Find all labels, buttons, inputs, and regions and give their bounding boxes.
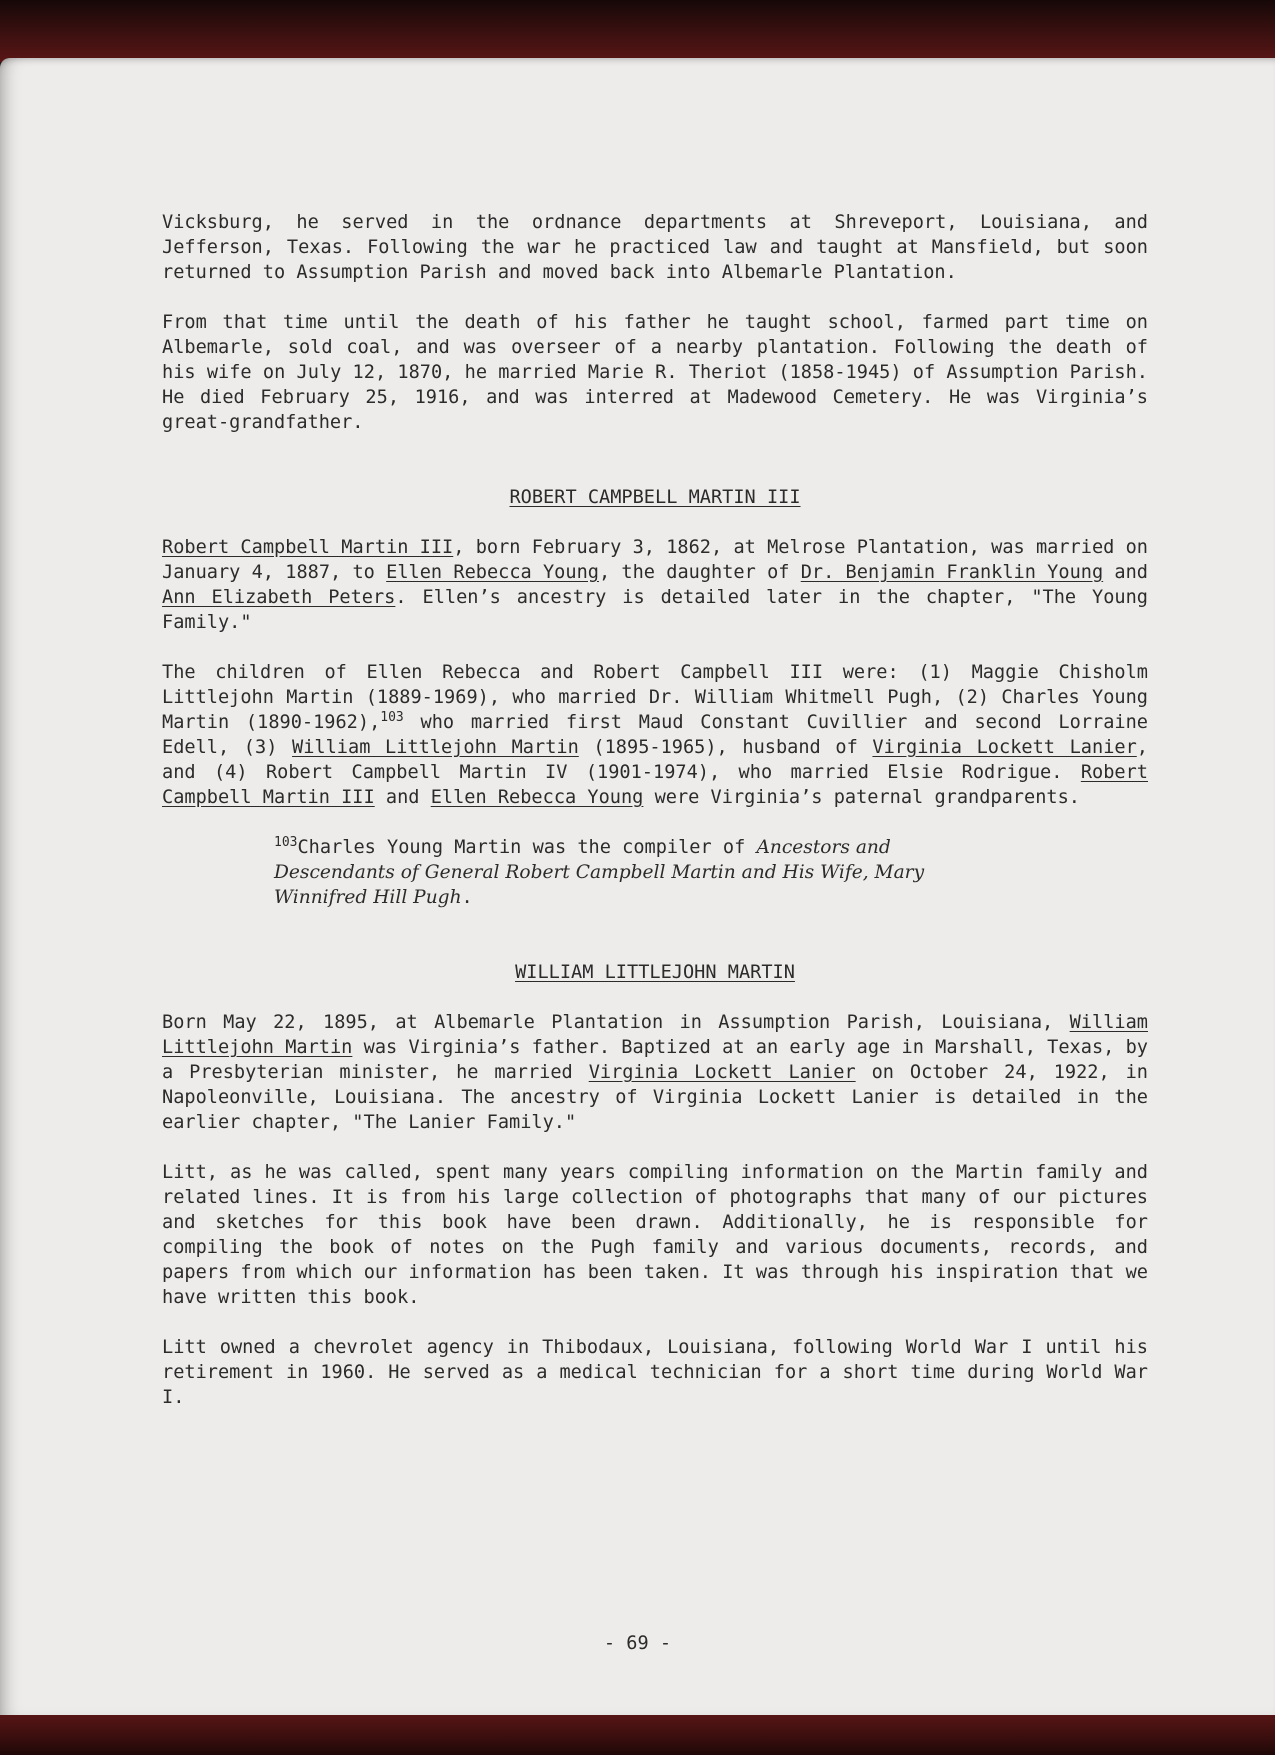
name-robert-campbell-martin-iii: Robert Campbell Martin III: [162, 762, 1148, 808]
paragraph-robert-campbell-martin-iii: [162, 535, 1148, 635]
paragraph-litt-agency: Litt owned a chevrolet agency in Thibodaux, Louisiana, following World War I until his retirement in 1960. He served as a medical technician for a short time during World War I.: [162, 1337, 1148, 1408]
name-robert-campbell-martin-iii: Robert Campbell Martin III: [162, 537, 454, 558]
text-run: on October 24, 1922, in Napoleonville, Louisiana. The ancestry of Virginia Lockett Lanier is detailed in the earlier chapter, "The Lanier Family.": [162, 1062, 1148, 1133]
book-top-edge: [0, 0, 1275, 62]
section-heading-william-littlejohn-martin: WILLIAM LITTLEJOHN MARTIN: [515, 962, 795, 983]
text-run: , the daughter of: [598, 562, 801, 583]
paragraph-william-born: [162, 1010, 1148, 1135]
footnote-103: [274, 835, 994, 910]
book-bottom-edge: [0, 1712, 1275, 1755]
spacer: [162, 935, 1148, 960]
text-run: The children of Ellen Rebecca and Robert Campbell III were: (1) Maggie Chisholm Littlejohn Martin (1889-1969), who married Dr. William Whitmell Pugh, (2) Charles Young Martin (1890-1962),: [162, 662, 1148, 733]
name-ellen-rebecca-young: Ellen Rebecca Young: [430, 787, 644, 808]
text-run: who married first Maud Constant Cuvillier and second Lorraine Edell, (3): [162, 712, 1148, 758]
name-ellen-rebecca-young: Ellen Rebecca Young: [386, 562, 599, 583]
text-run: . Ellen’s ancestry is detailed later in the chapter, "The Young Family.": [162, 587, 1149, 633]
name-virginia-lockett-lanier: Virginia Lockett Lanier: [588, 1062, 856, 1083]
book-title: Ancestors and Descendants of General Robert Campbell Martin and His Wife, Mary Winnifred Hill Pugh: [274, 837, 925, 908]
footnote-marker: 103: [274, 834, 298, 850]
text-run: , and (4) Robert Campbell Martin IV (1901-1974), who married Elsie Rodrigue.: [162, 737, 1148, 783]
text-run: Born May 22, 1895, at Albemarle Plantation in Assumption Parish, Louisiana,: [162, 1012, 1070, 1033]
footnote-reference: 103: [380, 709, 404, 725]
name-benjamin-franklin-young: Dr. Benjamin Franklin Young: [800, 562, 1104, 583]
text-run: and: [374, 787, 431, 808]
page-number: - 69 -: [603, 1633, 672, 1654]
paragraph-albemarle: From that time until the death of his father he taught school, farmed part time on Albemarle, sold coal, and was overseer of a nearby plantation. Following the death of his wife on July 12, 1870, he married Marie R. Theriot (1858-1945) of Assumption Parish. He died February 25, 1916, and was interred at Madewood Cemetery. He was Virginia’s great-grandfather.: [162, 312, 1148, 433]
name-william-littlejohn-martin: William Littlejohn Martin: [292, 737, 579, 758]
spacer: [162, 460, 1148, 485]
name-ann-elizabeth-peters: Ann Elizabeth Peters: [162, 587, 396, 608]
text-run: .: [461, 887, 473, 908]
text-run: was Virginia’s father. Baptized at an early age in Marshall, Texas, by a Presbyterian minister, he married: [162, 1037, 1148, 1083]
text-run: (1895-1965), husband of: [578, 737, 873, 758]
text-run: were Virginia’s paternal grandparents.: [643, 787, 1080, 808]
text-run: , born February 3, 1862, at Melrose Plantation, was married on January 4, 1887, to: [162, 537, 1148, 583]
page-body: [162, 210, 1148, 1435]
name-virginia-lockett-lanier: Virginia Lockett Lanier: [872, 737, 1137, 758]
paragraph-vicksburg: Vicksburg, he served in the ordnance departments at Shreveport, Louisiana, and Jefferson, Texas. Following the war he practiced law and taught at Mansfield, but soon returned to Assumption Parish and moved back into Albemarle Plantation.: [162, 212, 1148, 283]
text-run: and: [1103, 562, 1148, 583]
name-william-littlejohn-martin: William Littlejohn Martin: [162, 1012, 1148, 1058]
section-heading-robert-campbell-martin-iii: ROBERT CAMPBELL MARTIN III: [509, 487, 801, 508]
paragraph-children: [162, 660, 1148, 810]
paragraph-litt-compiling: Litt, as he was called, spent many years compiling information on the Martin family and related lines. It is from his large collection of photographs that many of our pictures and sketches for this book have been drawn. Additionally, he is responsible for compiling the book of notes on the Pugh family and various documents, records, and papers from which our information has been taken. It was through his inspiration that we have written this book.: [162, 1162, 1148, 1308]
text-run: Charles Young Martin was the compiler of: [297, 837, 757, 858]
